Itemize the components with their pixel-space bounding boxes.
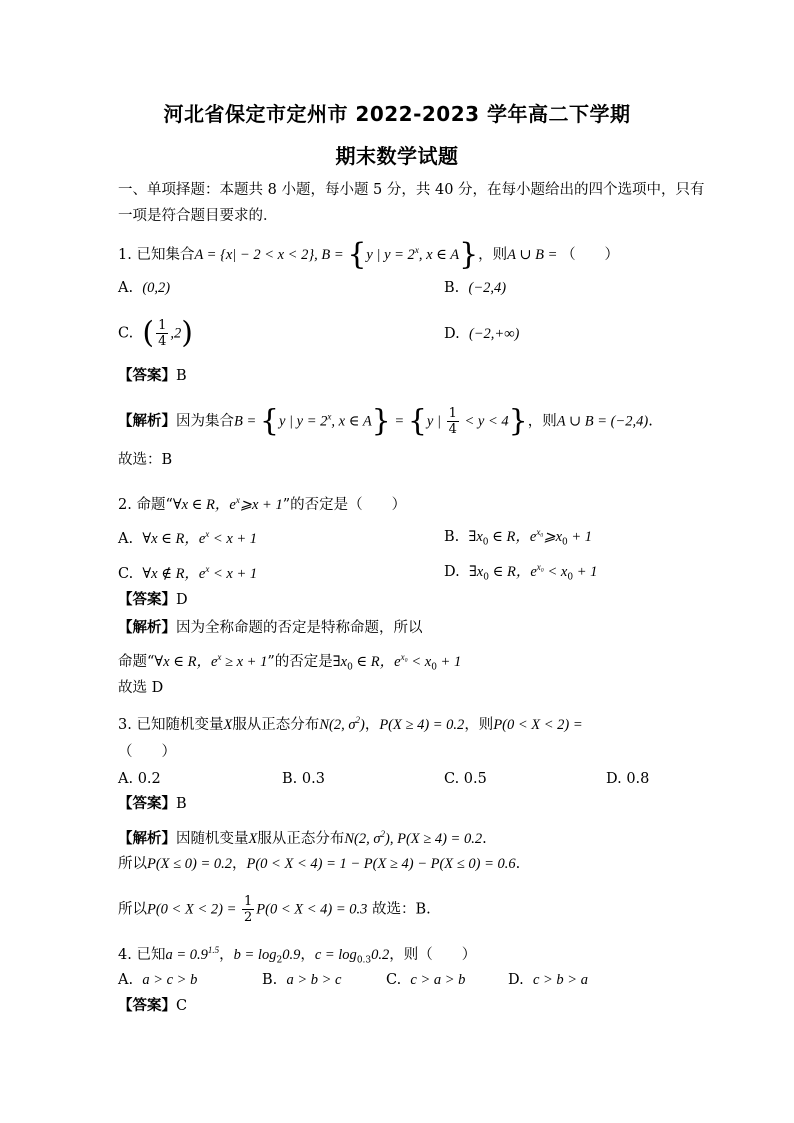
q2-conclusion: 故选 D <box>118 680 164 696</box>
math: A ∪ B = (−2,4) <box>556 413 649 430</box>
fraction-denominator: 2 <box>243 910 253 925</box>
math: ⩾x + 1 <box>239 496 283 513</box>
brace-open: { <box>347 236 367 272</box>
stem-text: 已知 <box>136 946 166 963</box>
analysis-text: ，则 <box>527 413 557 430</box>
separator: ， <box>300 946 315 963</box>
analysis-text: 因随机变量 <box>176 830 249 847</box>
math: N(2, σ <box>319 716 356 733</box>
option-text: (−2,4) <box>468 280 507 296</box>
analysis-label: 【解析】 <box>118 830 176 847</box>
option-text: + 1 <box>573 563 598 580</box>
math: y | <box>426 413 445 430</box>
paren-close: ) <box>181 315 193 351</box>
math: b = log <box>233 946 277 963</box>
math: , x ∈ A <box>331 413 372 430</box>
q3-paren: （ ） <box>118 744 176 760</box>
question-number: 3. <box>118 716 132 733</box>
math: P(X ≥ 4) = 0.2 <box>379 716 465 733</box>
set-b-post: , x ∈ A <box>418 246 460 263</box>
math: ), P(X ≥ 4) = 0.2 <box>385 830 483 847</box>
subscript: 2 <box>276 955 283 966</box>
option-text: (−2,+∞) <box>468 326 520 342</box>
subscript: 0 <box>562 537 568 548</box>
q3-answer <box>118 794 187 814</box>
doc-title-line2: 期末数学试题 <box>335 144 459 168</box>
subscript: 0 <box>567 572 574 583</box>
q1-option-b <box>444 278 506 298</box>
exponent: 1.5 <box>207 945 220 955</box>
option-label: D. <box>508 972 524 988</box>
math: 0.9 <box>282 946 301 963</box>
q1-answer <box>118 366 187 386</box>
analysis-text: 服从正态分布 <box>257 830 345 847</box>
stem-text: ，则 <box>464 716 494 733</box>
q2-option-b <box>444 522 592 553</box>
fraction-numerator: 1 <box>448 406 457 421</box>
exponent: x <box>235 495 240 505</box>
option-label: A. <box>118 280 134 296</box>
option-label: A. <box>118 972 134 988</box>
answer-label: 【答案】 <box>118 998 176 1014</box>
q1-option-d <box>444 324 519 344</box>
fraction-numerator: 1 <box>158 318 167 333</box>
q2-analysis-line2 <box>118 647 461 678</box>
math: ∃x <box>332 653 348 670</box>
option-text: ∀x ∉ R，e <box>142 565 206 582</box>
option-text: ⩾x <box>543 528 563 545</box>
exponent: x <box>205 529 210 539</box>
q2-option-a <box>118 524 257 549</box>
analysis-text: 因为全称命题的否定是特称命题，所以 <box>176 620 423 636</box>
math: ∀x ∈ R，e <box>154 653 218 670</box>
option-text: a > b > c <box>286 972 342 988</box>
exponent: x₀ <box>536 562 544 572</box>
option-label: B. <box>262 972 278 988</box>
subscript: 0 <box>431 662 437 673</box>
q4-option-b <box>262 970 342 990</box>
separator: ， <box>219 946 234 963</box>
q1-option-a <box>118 278 170 298</box>
math: y | y = 2 <box>279 413 328 430</box>
brace-open: { <box>259 403 279 439</box>
stem-text: ， <box>364 716 380 733</box>
math: X <box>223 716 233 733</box>
exponent: x₀ <box>536 527 544 537</box>
option-label: A. <box>118 530 134 547</box>
union-expr: A ∪ B = <box>507 246 562 263</box>
math: X <box>248 830 258 847</box>
exponent: 2 <box>355 715 360 725</box>
q1-analysis <box>118 403 653 439</box>
math: B = <box>234 413 260 430</box>
set-b-exponent: x <box>414 245 419 255</box>
fraction-numerator: 1 <box>243 894 253 909</box>
option-label: D. <box>444 563 460 580</box>
math: ≥ x + 1 <box>221 653 268 670</box>
option-text: (0,2) <box>142 280 171 296</box>
fraction-denominator: 4 <box>448 422 457 437</box>
paren-open: ( <box>142 315 155 351</box>
brace-close: } <box>459 236 479 272</box>
option-text: < x + 1 <box>209 565 258 582</box>
option-text: + 1 <box>567 528 593 545</box>
math: P(X ≤ 0) = 0.2 <box>147 856 232 872</box>
stem-text: ，则（ ） <box>389 946 477 963</box>
math: ) <box>359 716 365 733</box>
math: N(2, σ <box>344 830 381 847</box>
analysis-text: 故选：B. <box>367 901 431 918</box>
stem-text: ”的否定是（ ） <box>282 496 407 513</box>
answer-value: C <box>176 998 188 1014</box>
option-text: ∀x ∈ R，e <box>142 530 206 547</box>
question-4-stem <box>118 940 476 971</box>
period: . <box>515 856 521 872</box>
exponent: x <box>217 652 222 662</box>
math: = <box>390 413 408 430</box>
period: . <box>482 830 487 847</box>
exponent: x₀ <box>400 652 408 662</box>
stem-text: 已知集合 <box>136 246 195 263</box>
math: 0.2 <box>371 946 390 963</box>
section-heading-line2: 一项是符合题目要求的． <box>118 208 278 224</box>
math: P(0 < X < 2) = <box>493 716 583 733</box>
analysis-text: 所以 <box>118 856 147 872</box>
brace-close: } <box>371 403 391 439</box>
option-text: c > a > b <box>410 972 466 988</box>
math: c = log <box>314 946 357 963</box>
q1-conclusion: 故选：B <box>118 452 173 468</box>
q3-option-d: D. 0.8 <box>606 771 650 787</box>
stem-text: 服从正态分布 <box>232 716 320 733</box>
answer-label: 【答案】 <box>118 592 176 608</box>
answer-value: B <box>176 368 187 384</box>
analysis-text: ， <box>232 856 247 872</box>
option-text: ∈ R，e <box>488 563 537 580</box>
q1-option-c <box>118 315 193 351</box>
set-a: A = {x| − 2 < x < 2} <box>194 246 315 263</box>
question-number: 1. <box>118 246 132 263</box>
math: + 1 <box>436 653 462 670</box>
q2-analysis-line1 <box>118 618 423 638</box>
option-text: ∈ R，e <box>488 528 537 545</box>
exponent: x <box>205 564 210 574</box>
q3-analysis-line1 <box>118 824 487 849</box>
period: . <box>648 413 653 430</box>
analysis-text: 命题“ <box>118 653 155 670</box>
subscript: 0 <box>347 662 353 673</box>
analysis-label: 【解析】 <box>118 413 176 430</box>
math: ∀x ∈ R，e <box>172 496 236 513</box>
q4-answer <box>118 996 187 1016</box>
q3-option-b: B. 0.3 <box>282 771 325 787</box>
stem-text: 已知随机变量 <box>136 716 224 733</box>
answer-value: B <box>176 796 187 812</box>
set-b-inner: y | y = 2 <box>366 246 415 263</box>
subscript: 0.3 <box>356 955 372 966</box>
q3-option-c: C. 0.5 <box>444 771 487 787</box>
analysis-text: 所以 <box>118 901 147 918</box>
math: a = 0.9 <box>165 946 208 963</box>
option-text: < x <box>543 563 568 580</box>
stem-text: 命题“ <box>136 496 173 513</box>
q4-option-a <box>118 970 197 990</box>
brace-open: { <box>407 403 427 439</box>
option-label: B. <box>444 280 460 296</box>
question-1-stem <box>118 236 620 272</box>
subscript: 0 <box>483 572 489 583</box>
q3-option-a: A. 0.2 <box>118 771 161 787</box>
set-b-prefix: , B = <box>314 246 348 263</box>
math: < x <box>407 653 432 670</box>
fraction <box>447 406 459 437</box>
answer-value: D <box>176 592 188 608</box>
option-label: C. <box>386 972 402 988</box>
question-3-stem <box>118 710 583 735</box>
math: < y < 4 <box>460 413 509 430</box>
option-text: ∃x <box>468 528 483 545</box>
question-number: 2. <box>118 496 132 513</box>
question-number: 4. <box>118 946 132 963</box>
option-label: C. <box>118 325 134 342</box>
answer-label: 【答案】 <box>118 796 176 812</box>
question-2-stem <box>118 490 406 515</box>
q3-analysis-line2 <box>118 854 520 874</box>
analysis-text: ”的否定是 <box>267 653 333 670</box>
option-text: a > c > b <box>142 972 198 988</box>
exponent: x <box>327 411 332 422</box>
fraction <box>156 318 168 349</box>
fraction <box>242 894 254 925</box>
option-text: ,2 <box>170 325 182 342</box>
option-label: B. <box>444 528 460 545</box>
option-text: c > b > a <box>532 972 588 988</box>
q2-answer <box>118 590 188 610</box>
analysis-label: 【解析】 <box>118 620 176 636</box>
q4-option-c <box>386 970 465 990</box>
option-label: D. <box>444 326 460 342</box>
subscript: 0 <box>482 537 489 548</box>
q2-option-d <box>444 557 597 588</box>
q3-analysis-line3 <box>118 894 431 925</box>
math: P(0 < X < 4) = 0.3 <box>256 901 368 918</box>
doc-title-line1: 河北省保定市定州市 2022-2023 学年高二下学期 <box>163 102 631 126</box>
option-text: ∃x <box>468 563 484 580</box>
q2-option-c <box>118 559 257 584</box>
brace-close: } <box>508 403 528 439</box>
section-heading-line1: 一、单项择题：本题共 8 小题，每小题 5 分，共 40 分，在每小题给出的四个选项中，只有 <box>118 182 705 198</box>
math: P(0 < X < 2) = <box>147 901 240 918</box>
math: ∈ R，e <box>352 653 401 670</box>
answer-label: 【答案】 <box>118 368 176 384</box>
option-label: C. <box>118 565 134 582</box>
answer-paren: （ ） <box>561 246 620 263</box>
q4-option-d <box>508 970 588 990</box>
analysis-text: 因为集合 <box>176 413 234 430</box>
fraction-denominator: 4 <box>158 334 167 349</box>
math: P(0 < X < 4) = 1 − P(X ≥ 4) − P(X ≤ 0) = 0.6 <box>246 856 516 872</box>
exponent: 2 <box>380 829 386 839</box>
stem-text-post: ，则 <box>478 246 508 263</box>
option-text: < x + 1 <box>209 530 258 547</box>
